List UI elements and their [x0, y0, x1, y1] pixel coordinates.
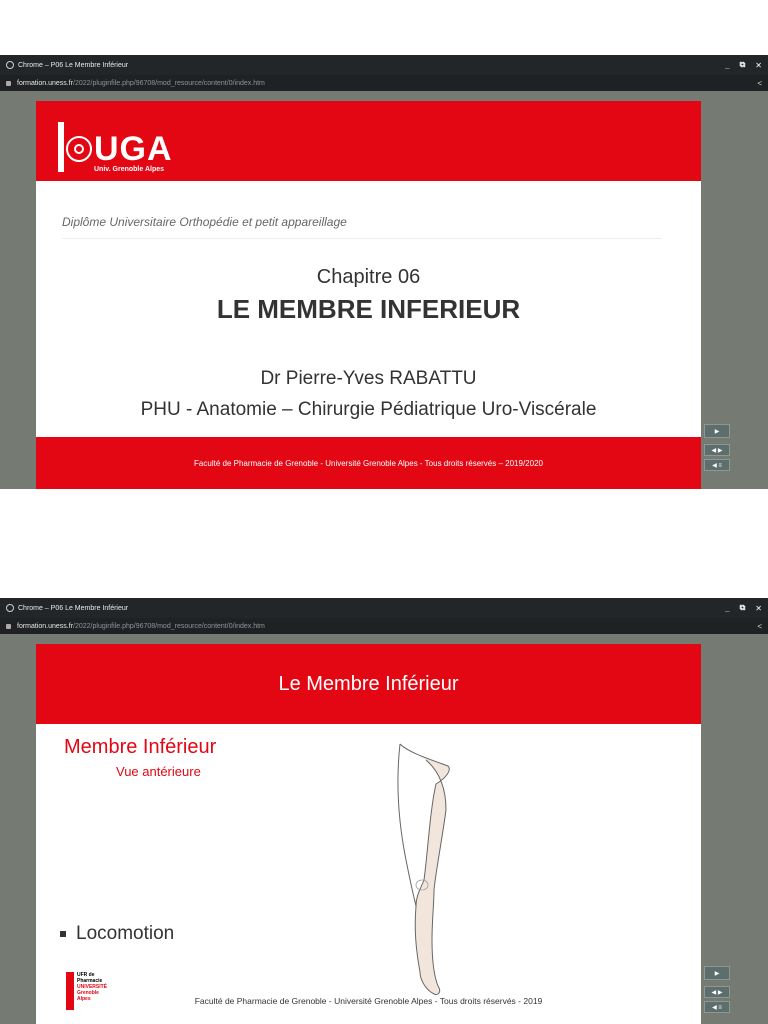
slide-1	[36, 101, 701, 489]
bullet-icon	[60, 931, 66, 937]
logo-subtext: Univ. Grenoble Alpes	[94, 166, 165, 173]
close-button[interactable]: ✕	[755, 603, 762, 613]
slide-title: LE MEMBRE INFERIEUR	[216, 294, 521, 324]
chrome-icon	[6, 604, 14, 612]
leg-illustration	[386, 740, 486, 998]
nav-icon[interactable]: ◀ ▶	[704, 986, 730, 998]
address-bar[interactable]	[0, 75, 768, 91]
url-domain: formation.uness.fr	[17, 79, 74, 87]
title-bar	[0, 598, 768, 618]
window-title: Chrome – P06 Le Membre Inférieur	[18, 604, 129, 612]
diploma-label: Diplôme Universitaire Orthopédie et petit appareillage	[62, 215, 347, 229]
ufr-line2: Pharmacie	[77, 978, 103, 984]
ufr-line4: Grenoble	[77, 990, 99, 996]
lock-icon	[6, 624, 11, 629]
ufr-line3: UNIVERSITÉ	[77, 984, 108, 990]
bullet-text: Locomotion	[76, 923, 175, 944]
url-domain: formation.uness.fr	[17, 622, 74, 630]
bullet-item	[60, 923, 174, 945]
share-icon[interactable]: <	[757, 78, 762, 88]
slide-header-band	[36, 644, 701, 724]
title-bar	[0, 55, 768, 75]
restore-button[interactable]: ⧉	[739, 60, 746, 69]
uga-logo	[58, 122, 173, 173]
player-controls-1	[704, 424, 730, 474]
slide-header: Le Membre Inférieur	[278, 672, 459, 695]
close-button[interactable]: ✕	[755, 60, 762, 70]
chapter-label: Chapitre 06	[316, 266, 421, 288]
leg-medial-line	[398, 744, 416, 906]
play-icon[interactable]: ▶	[704, 966, 730, 980]
chrome-icon	[6, 61, 14, 69]
slide-stage-2	[0, 634, 768, 1024]
slide-2	[36, 644, 701, 1024]
restore-button[interactable]: ⧉	[739, 603, 746, 612]
audio-icon[interactable]: ◀ ≡	[704, 459, 730, 471]
browser-window-1	[0, 55, 768, 91]
author-name: Dr Pierre-Yves RABATTU	[260, 368, 477, 389]
logo-bar	[58, 122, 64, 172]
minimize-button[interactable]: _	[725, 60, 730, 70]
department-label: PHU - Anatomie – Chirurgie Pédiatrique Uro-Viscérale	[140, 399, 597, 420]
slide-stage-1	[0, 91, 768, 489]
url-path: /2022/pluginfile.php/96708/mod_resource/content/0/index.htm	[73, 79, 265, 87]
section-subheading: Vue antérieure	[116, 764, 201, 779]
section-heading: Membre Inférieur	[64, 736, 217, 758]
share-icon[interactable]: <	[757, 621, 762, 631]
ufr-line5: Alpes	[77, 996, 91, 1002]
logo-text: UGA	[94, 130, 173, 168]
divider	[62, 238, 662, 239]
player-controls-2	[704, 966, 730, 1016]
nav-icon[interactable]: ◀ ▶	[704, 444, 730, 456]
window-title: Chrome – P06 Le Membre Inférieur	[18, 61, 129, 69]
play-icon[interactable]: ▶	[704, 424, 730, 438]
slide-footer	[36, 437, 701, 489]
slide-header-band	[36, 101, 701, 181]
ufr-line1: UFR de	[77, 972, 95, 978]
rose-emblem-icon	[66, 136, 92, 162]
url-path: /2022/pluginfile.php/96708/mod_resource/content/0/index.htm	[73, 622, 265, 630]
footer-text: Faculté de Pharmacie de Grenoble - Université Grenoble Alpes - Tous droits réservés - 2019	[194, 996, 543, 1006]
address-bar[interactable]	[0, 618, 768, 634]
browser-window-2	[0, 598, 768, 634]
footer-text: Faculté de Pharmacie de Grenoble - Université Grenoble Alpes - Tous droits réservés – 2019/2020	[194, 458, 543, 468]
menu-icon[interactable]: ◀ ≡	[704, 1001, 730, 1013]
minimize-button[interactable]: _	[725, 603, 730, 613]
lock-icon	[6, 81, 11, 86]
